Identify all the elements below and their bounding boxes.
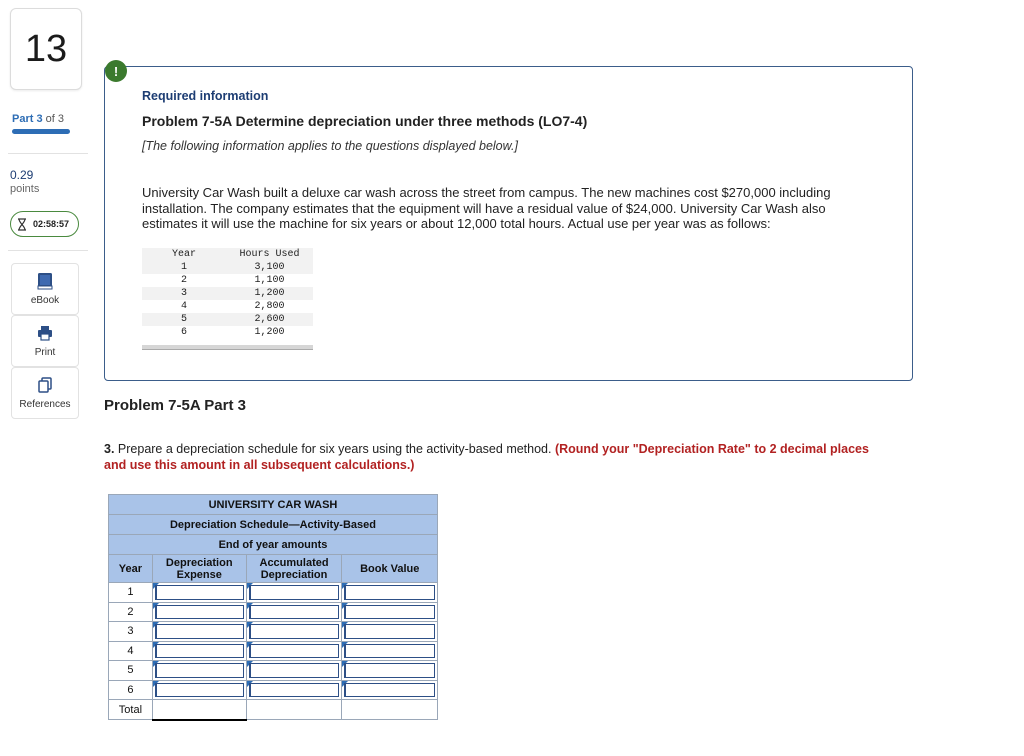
ebook-label: eBook [30,295,60,306]
divider [8,153,88,154]
hours-year-cell: 2 [180,275,187,286]
part-label-total: of 3 [42,113,64,125]
schedule-title-method: Depreciation Schedule—Activity-Based [109,515,438,535]
book-value-input[interactable] [342,661,438,681]
table-row [109,641,438,661]
alert-icon: ! [105,60,127,82]
table-row [142,261,313,274]
hours-year-cell: 5 [142,313,226,326]
problem-body: University Car Wash built a deluxe car wash across the street from campus. The new machines cost $270,000 including installation. The company estimates that the equipment will have a residual value of $24,000. University Car Wash also estimates it will use the machine for six years or about 12,000 total hours. Actual use per year was as follows: [142,185,831,231]
total-label: Total [109,700,153,720]
book-value-input[interactable] [342,680,438,700]
book-value-input[interactable] [342,583,438,603]
year-cell: 1 [109,583,153,603]
book-icon [36,272,54,290]
table-row [142,274,313,287]
depreciation-expense-input[interactable] [152,661,246,681]
table-scrollbar[interactable] [142,345,313,350]
accumulated-depreciation-input[interactable] [246,583,342,603]
accumulated-depreciation-input[interactable] [246,622,342,642]
divider [8,250,88,251]
accumulated-depreciation-input[interactable] [246,661,342,681]
accumulated-depreciation-input[interactable] [246,602,342,622]
col-header-line: Accumulated [259,556,329,569]
references-label: References [19,399,71,410]
hours-used-table [142,248,313,339]
col-header-line: Depreciation [260,568,328,581]
depreciation-expense-input[interactable] [152,583,246,603]
col-header-line: Depreciation [165,556,233,569]
table-row [142,287,313,300]
depreciation-expense-input[interactable] [152,622,246,642]
hours-value-cell: 1,200 [226,287,313,300]
references-button[interactable] [11,367,79,419]
accumulated-depreciation-input[interactable] [246,680,342,700]
problem-note: [The following information applies to the questions displayed below.] [142,139,518,153]
hours-col-year: Year [142,248,226,261]
part-progress-bar [12,129,70,134]
year-cell: 4 [109,641,153,661]
year-cell: 2 [109,602,153,622]
part-title: Problem 7-5A Part 3 [104,397,246,414]
required-info-title: Required information [142,89,269,103]
rounding-note: (Round your "Depreciation Rate" to 2 decimal places and use this amount in all subsequent calculations.) [104,442,869,472]
year-cell: 3 [109,622,153,642]
hours-year-cell: 3 [142,287,226,300]
year-cell: 6 [109,680,153,700]
table-row [109,602,438,622]
print-button[interactable] [11,315,79,367]
book-value-input[interactable] [342,602,438,622]
hours-year-cell: 1 [142,261,226,274]
part-label-current: Part 3 [12,113,43,125]
total-depreciation-expense-input[interactable] [152,700,246,720]
instruction-number: 3. [104,442,115,456]
table-row [109,661,438,681]
timer-value: 02:58:57 [33,219,70,229]
hours-value-cell: 2,600 [226,313,313,326]
depreciation-expense-input[interactable] [152,680,246,700]
print-label: Print [34,347,56,358]
total-accumulated-cell [246,700,342,720]
hours-year-cell: 4 [180,301,187,312]
points-value: 0.29 [10,168,34,182]
table-row [142,326,313,339]
col-header-book-value: Book Value [342,555,438,583]
accumulated-depreciation-input[interactable] [246,641,342,661]
ebook-button[interactable] [11,263,79,315]
timer-badge[interactable] [10,211,79,237]
problem-title: Problem 7-5A Determine depreciation under three methods (LO7-4) [142,113,588,129]
points-label: points [10,183,40,195]
total-book-value-cell [342,700,438,720]
instructions [104,442,894,473]
col-header-line: Expense [176,568,222,581]
depreciation-expense-input[interactable] [152,602,246,622]
table-row [109,583,438,603]
table-row [142,313,313,326]
table-row [142,300,313,313]
references-icon [36,376,54,394]
depreciation-expense-input[interactable] [152,641,246,661]
year-cell: 5 [109,661,153,681]
hours-value-cell: 2,800 [254,301,285,312]
book-value-input[interactable] [342,622,438,642]
schedule-title-company: UNIVERSITY CAR WASH [109,495,438,515]
depreciation-schedule-table [108,494,438,721]
book-value-input[interactable] [342,641,438,661]
table-row [109,680,438,700]
total-row [109,700,438,720]
hours-value-cell: 1,200 [254,327,285,338]
hourglass-icon [17,218,27,231]
col-header-depreciation-expense [152,555,246,583]
hours-value-cell: 1,100 [254,275,285,286]
hours-year-cell: 6 [180,327,187,338]
hours-col-hours: Hours Used [226,248,313,261]
printer-icon [36,324,54,342]
col-header-year: Year [109,555,153,583]
part-indicator [12,113,64,125]
schedule-title-period: End of year amounts [109,535,438,555]
question-number: 13 [10,8,82,90]
hours-value-cell: 3,100 [226,261,313,274]
col-header-accumulated-depreciation [246,555,342,583]
table-row [109,622,438,642]
instruction-text: Prepare a depreciation schedule for six years using the activity-based method. [114,442,555,456]
